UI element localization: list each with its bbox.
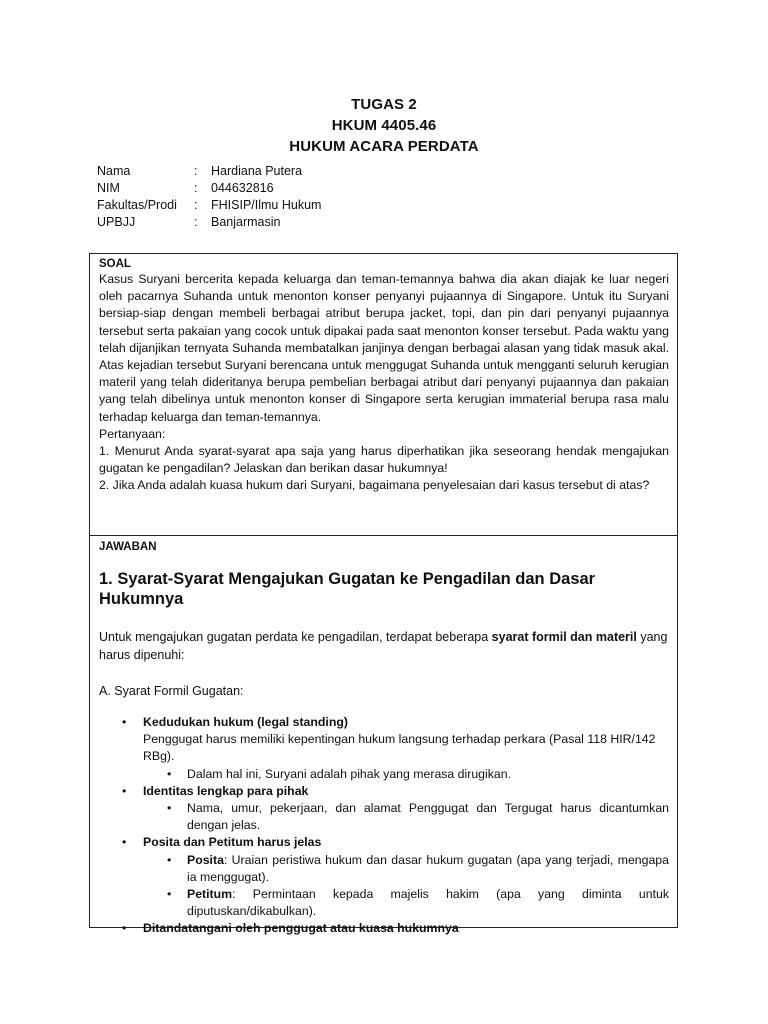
item-title: Ditandatangani oleh penggugat atau kuasa hukumnya (143, 921, 459, 936)
section-a-title: A. Syarat Formil Gugatan: (99, 684, 244, 698)
identity-label: Fakultas/Prodi (97, 198, 177, 212)
list-item (122, 834, 669, 920)
identity-separator: : (194, 198, 198, 212)
bullet-icon: • (167, 887, 172, 902)
sub-item-term: Petitum (187, 887, 233, 902)
answer-heading: 1. Syarat-Syarat Mengajukan Gugatan ke Pengadilan dan Dasar Hukumnya (99, 570, 596, 608)
title-course-name: HUKUM ACARA PERDATA (289, 138, 479, 155)
soal-box (89, 253, 678, 536)
sub-item-text: : Uraian peristiwa hukum dan dasar hukum gugatan (apa yang terjadi, mengapa ia menggugat). (187, 852, 669, 884)
sub-item-text: Dalam hal ini, Suryani adalah pihak yang merasa dirugikan. (187, 766, 512, 781)
identity-separator: : (194, 164, 198, 178)
identity-row-nim (97, 180, 321, 197)
sub-list (143, 852, 669, 921)
list-item (122, 920, 669, 937)
identity-row-fakultas (97, 197, 321, 214)
jawaban-box (89, 535, 678, 936)
identity-label: Nama (97, 164, 131, 178)
identity-value: 044632816 (211, 181, 274, 195)
identity-value: Hardiana Putera (211, 164, 303, 178)
item-title: Kedudukan hukum (legal standing) (143, 715, 348, 729)
title-assignment: TUGAS 2 (351, 96, 417, 113)
identity-separator: : (194, 215, 198, 229)
question-2: 2. Jika Anda adalah kuasa hukum dari Suryani, bagaimana penyelesaian dari kasus tersebut di atas? (99, 478, 650, 493)
sub-list (143, 800, 669, 834)
bullet-icon: • (122, 715, 127, 729)
case-description: Kasus Suryani bercerita kepada keluarga dan teman-temannya bahwa dia akan diajak ke luar negeri oleh pacarnya Suhanda untuk menonton konser penyanyi pujaannya di Singapore. Untuk itu Suryani bersiap-siap dengan membeli berbagai atribut berupa jacket, topi, dan pin dari penyanyi pujaannya tersebut serta pakaian yang cocok untuk dipakai pada saat menonton konser tersebut. Pada waktu yang telah dijanjikan ternyata Suhanda membatalkan janjinya dengan berbagai alasan yang tidak masuk akal. Atas kejadian tersebut Suryani berencana untuk menggugat Suhanda untuk mengganti seluruh kerugian materil yang telah dideritanya berupa pembelian berbagai atribut dari penyanyi pujaannya dan pakaian yang telah dibelinya untuk menonton konser di Singapore serta kerugian immaterial berupa rasa malu terhadap keluarga dan teman-temannya. (99, 272, 669, 424)
bullet-icon: • (167, 766, 172, 781)
sub-list-item (167, 800, 669, 834)
identity-value: FHISIP/Ilmu Hukum (211, 198, 322, 212)
title-course-code: HKUM 4405.46 (331, 117, 437, 134)
identity-row-upbjj (97, 214, 321, 231)
sub-list-item (167, 766, 669, 783)
sub-list (143, 766, 669, 783)
soal-label: SOAL (99, 258, 131, 270)
bullet-icon: • (122, 835, 127, 850)
identity-label: NIM (97, 181, 120, 195)
list-item (122, 783, 669, 835)
intro-text-before: Untuk mengajukan gugatan perdata ke pengadilan, terdapat beberapa (99, 630, 492, 644)
identity-block (97, 163, 321, 231)
sub-list-item (167, 886, 669, 920)
identity-label: UPBJJ (97, 215, 136, 229)
intro-text-after: yang harus dipenuhi: (99, 630, 668, 662)
jawaban-label: JAWABAN (99, 541, 157, 553)
item-title: Posita dan Petitum harus jelas (143, 835, 322, 850)
question-1: 1. Menurut Anda syarat-syarat apa saja yang harus diperhatikan jika seseorang hendak mengajukan gugatan ke pengadilan? Jelaskan dan berikan dasar hukumnya! (99, 444, 669, 476)
bullet-icon: • (122, 921, 127, 936)
intro-text-bold: syarat formil dan materil (491, 630, 637, 644)
requirements-list (99, 714, 669, 938)
sub-item-term: Posita (187, 852, 224, 867)
item-text: Penggugat harus memiliki kepentingan hukum langsung terhadap perkara (Pasal 118 HIR/142 RBg). (143, 732, 656, 764)
sub-list-item (167, 852, 669, 886)
answer-intro (99, 628, 669, 664)
identity-separator: : (194, 181, 198, 195)
list-item (122, 714, 669, 783)
bullet-icon: • (167, 852, 172, 867)
bullet-icon: • (122, 783, 127, 798)
document-title (0, 94, 768, 157)
identity-row-nama (97, 163, 321, 180)
identity-value: Banjarmasin (211, 215, 281, 229)
sub-item-text: : Permintaan kepada majelis hakim (apa yang diminta untuk diputuskan/dikabulkan). (187, 887, 669, 919)
questions-label: Pertanyaan: (99, 426, 166, 441)
bullet-icon: • (167, 801, 172, 816)
item-title: Identitas lengkap para pihak (143, 783, 309, 798)
sub-item-text: Nama, umur, pekerjaan, dan alamat Penggugat dan Tergugat harus dicantumkan dengan jelas. (187, 801, 669, 833)
